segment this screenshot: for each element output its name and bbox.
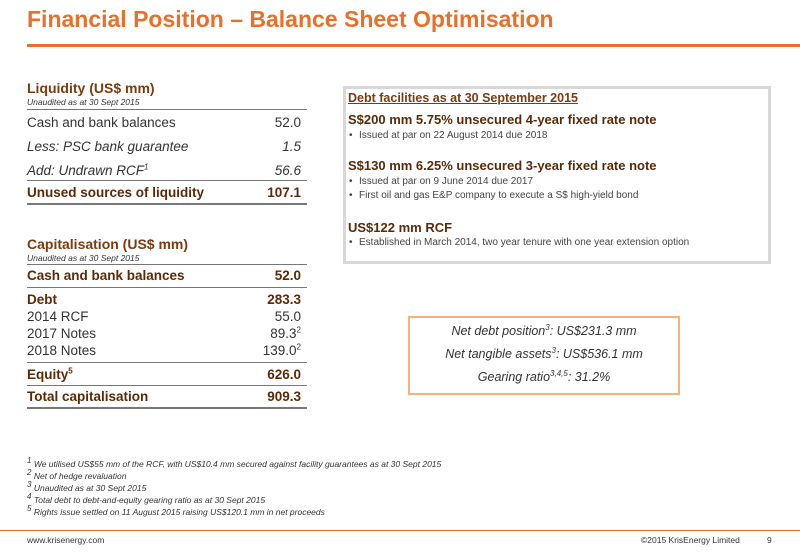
cap-rule-3 bbox=[27, 385, 307, 386]
liquidity-mid-rule bbox=[27, 180, 307, 181]
title-divider bbox=[27, 44, 800, 47]
debt-facilities-title: Debt facilities as at 30 September 2015 bbox=[348, 91, 578, 105]
footnote: $^1$ We utilised US$55 mm of the RCF, with US$10.4 mm secured against facility guarantees as at 30 Sept 2015 bbox=[27, 456, 442, 469]
row-value: 1.5 bbox=[282, 139, 301, 154]
cap-row-total bbox=[27, 389, 301, 404]
row-label: Unused sources of liquidity bbox=[27, 185, 205, 200]
cap-bottom-rule bbox=[27, 407, 307, 409]
cap-row-cash bbox=[27, 268, 301, 283]
row-label: Add: Undrawn RCF bbox=[27, 163, 145, 178]
row-label: 2014 RCF bbox=[27, 309, 89, 324]
footnote-ref: 2 bbox=[296, 342, 301, 352]
note-heading-rcf: US$122 mm RCF bbox=[348, 220, 453, 235]
gearing-ratio: Gearing ratio$^{3,4,5}$: 31.2% bbox=[477, 368, 611, 384]
note-bullet: • Issued at par on 22 August 2014 due 2018 bbox=[349, 130, 548, 141]
liquidity-top-rule bbox=[27, 109, 307, 110]
row-label: 2018 Notes bbox=[27, 343, 97, 358]
net-tangible-assets: Net tangible assets$^3$: US$536.1 mm bbox=[445, 345, 643, 361]
bullet-icon: • bbox=[349, 176, 353, 187]
liquidity-row-psc bbox=[27, 139, 301, 154]
row-value: 139.0$^2$ bbox=[262, 342, 301, 358]
row-label: Debt bbox=[27, 292, 57, 307]
capitalisation-subtitle: Unaudited as at 30 Sept 2015 bbox=[27, 253, 140, 263]
note-heading-200mm: S$200 mm 5.75% unsecured 4-year fixed rate note bbox=[348, 112, 657, 127]
liquidity-subtitle: Unaudited as at 30 Sept 2015 bbox=[27, 97, 140, 107]
footnote: $^2$ Net of hedge revaluation bbox=[27, 468, 127, 481]
row-label: Equity bbox=[27, 367, 69, 382]
net-debt-position: Net debt position$^3$: US$231.3 mm bbox=[451, 322, 637, 338]
cap-row-2017-notes bbox=[27, 326, 301, 341]
liquidity-title: Liquidity (US$ mm) bbox=[27, 80, 155, 96]
liquidity-row-rcf bbox=[27, 163, 301, 178]
row-value: 283.3 bbox=[267, 292, 301, 307]
footnote-ref: 1 bbox=[144, 162, 149, 172]
bullet-icon: • bbox=[349, 190, 353, 201]
footnote: $^4$ Total debt to debt-and-equity gearing ratio as at 30 Sept 2015 bbox=[27, 492, 266, 505]
note-heading-130mm: S$130 mm 6.25% unsecured 3-year fixed rate note bbox=[348, 158, 657, 173]
cap-rule-2 bbox=[27, 362, 307, 363]
liquidity-bottom-rule bbox=[27, 203, 307, 205]
row-label: Less: PSC bank guarantee bbox=[27, 139, 189, 154]
row-label: Total capitalisation bbox=[27, 389, 149, 404]
cap-top-rule bbox=[27, 264, 307, 265]
footer-website: www.krisenergy.com bbox=[27, 535, 105, 545]
row-value: 52.0 bbox=[274, 115, 301, 130]
footnote-ref: 5 bbox=[68, 366, 73, 376]
footnote: $^5$ Rights issue settled on 11 August 2015 raising US$120.1 mm in net proceeds bbox=[27, 504, 325, 517]
row-value: 56.6 bbox=[274, 163, 301, 178]
row-value: 55.0 bbox=[274, 309, 301, 324]
liquidity-row-cash bbox=[27, 115, 301, 130]
row-value: 52.0 bbox=[274, 268, 301, 283]
cap-row-debt bbox=[27, 292, 301, 307]
note-bullet: • First oil and gas E&P company to execute a S$ high-yield bond bbox=[349, 190, 639, 201]
row-label: Cash and bank balances bbox=[27, 115, 176, 130]
row-value: 89.3$^2$ bbox=[270, 325, 301, 341]
cap-row-equity bbox=[27, 367, 301, 382]
note-bullet: • Issued at par on 9 June 2014 due 2017 bbox=[349, 176, 534, 187]
cap-row-2018-notes bbox=[27, 343, 301, 358]
bullet-icon: • bbox=[349, 130, 353, 141]
footer-copyright: ©2015 KrisEnergy Limited bbox=[641, 535, 740, 545]
cap-row-rcf bbox=[27, 309, 301, 324]
page-title: Financial Position – Balance Sheet Optimisation bbox=[27, 6, 554, 32]
row-value: 107.1 bbox=[267, 185, 301, 200]
page-number: 9 bbox=[767, 535, 772, 545]
footer-divider bbox=[0, 530, 800, 531]
row-value: 626.0 bbox=[267, 367, 301, 382]
row-label: 2017 Notes bbox=[27, 326, 97, 341]
capitalisation-title: Capitalisation (US$ mm) bbox=[27, 236, 189, 252]
note-bullet: • Established in March 2014, two year tenure with one year extension option bbox=[349, 237, 690, 248]
liquidity-row-total bbox=[27, 185, 301, 200]
bullet-icon: • bbox=[349, 237, 353, 248]
footnote-ref: 2 bbox=[296, 325, 301, 335]
footnote: $^3$ Unaudited as at 30 Sept 2015 bbox=[27, 480, 147, 493]
row-value: 909.3 bbox=[267, 389, 301, 404]
cap-rule-1 bbox=[27, 287, 307, 288]
row-label: Cash and bank balances bbox=[27, 268, 185, 283]
